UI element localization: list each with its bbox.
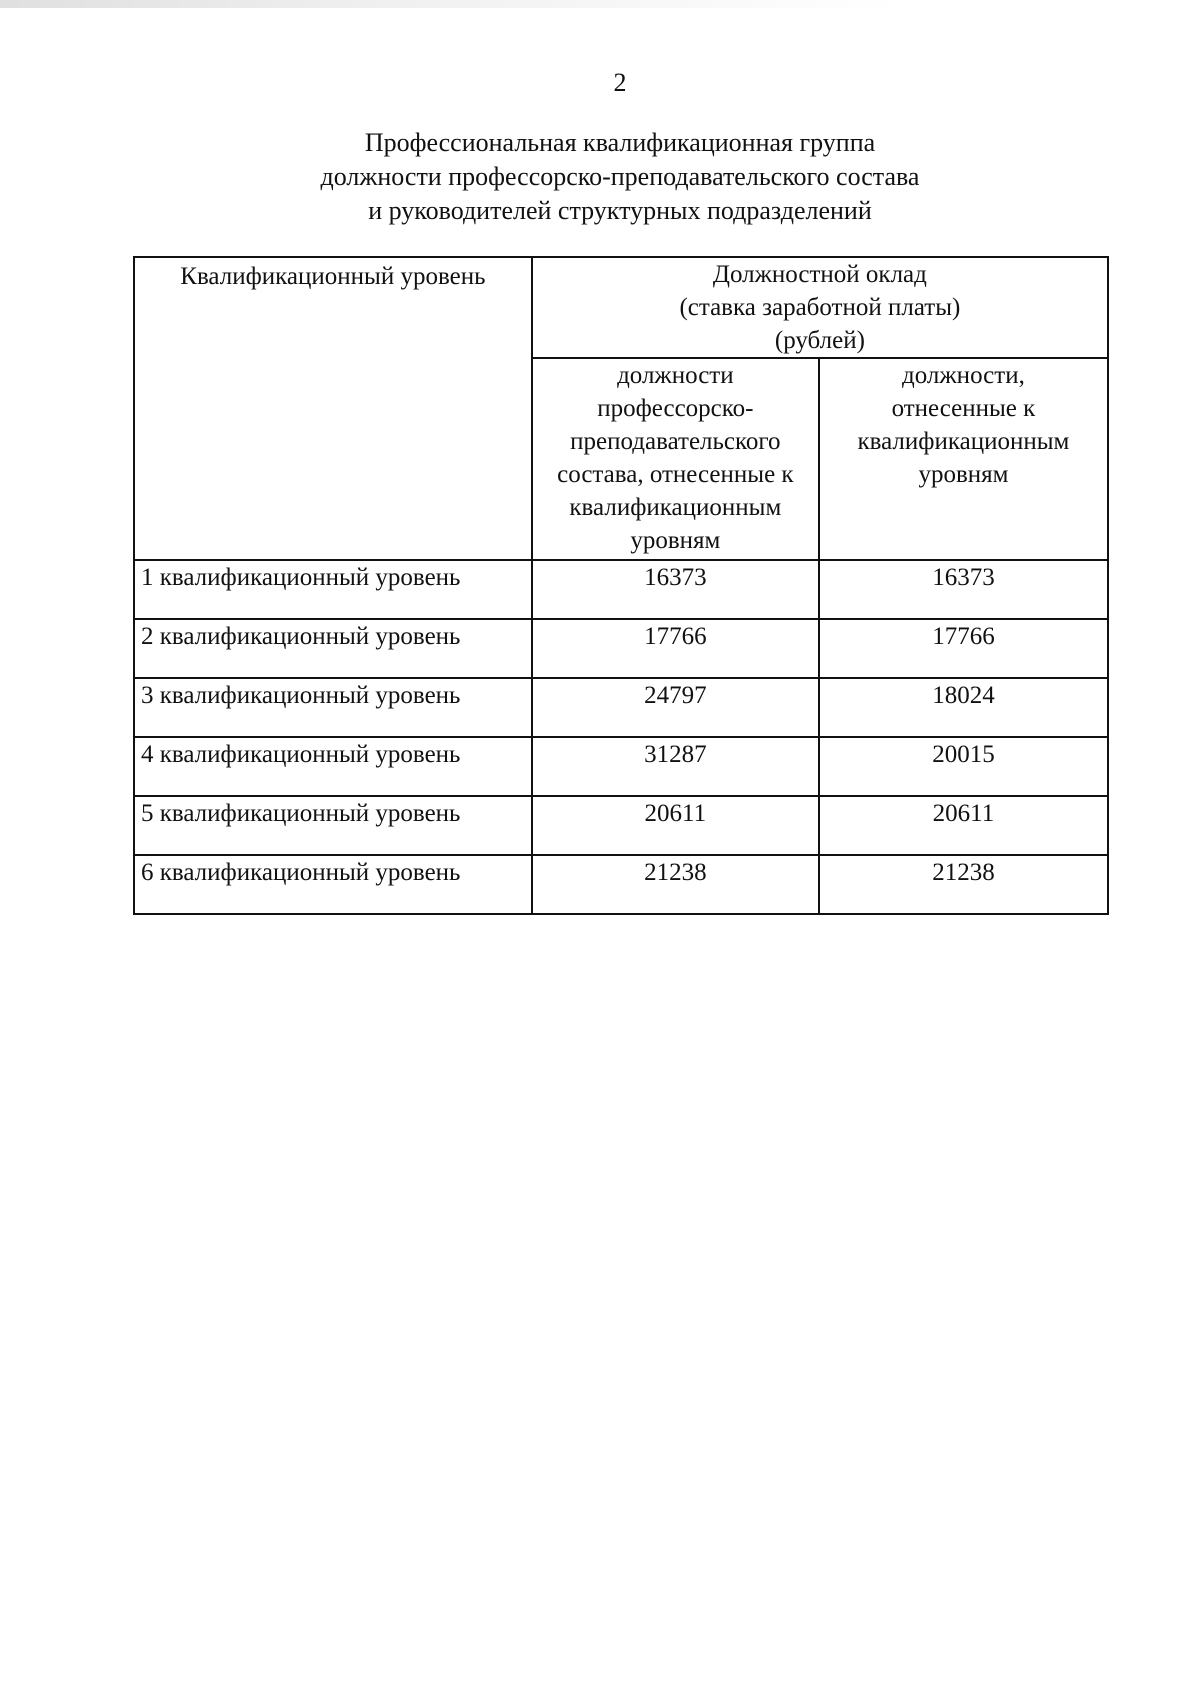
row-teaching-salary-cell: 31287 xyxy=(532,737,819,796)
title-line-2: должности профессорско-преподавательского состава xyxy=(320,162,920,191)
header-teaching-line-5: квалификационным xyxy=(569,494,782,521)
row-teaching-salary-cell: 17766 xyxy=(532,619,819,678)
table-row xyxy=(134,796,1108,855)
row-heads-salary-cell: 21238 xyxy=(819,855,1108,914)
row-heads-salary-cell: 16373 xyxy=(819,560,1108,619)
row-level-cell: 1 квалификационный уровень xyxy=(134,560,532,619)
row-level-cell: 5 квалификационный уровень xyxy=(134,796,532,855)
table-header-row xyxy=(134,257,1108,358)
document-title xyxy=(0,126,1200,228)
row-heads-salary-cell: 17766 xyxy=(819,619,1108,678)
header-salary-line-1: Должностной оклад xyxy=(712,261,927,288)
header-qualification-level-label: Квалификационный уровень xyxy=(180,263,486,290)
header-qualification-level xyxy=(134,257,532,560)
row-heads-salary-cell: 18024 xyxy=(819,678,1108,737)
table-row xyxy=(134,855,1108,914)
salary-table xyxy=(133,256,1109,915)
header-heads-line-3: квалификационным xyxy=(857,428,1070,455)
title-line-3: и руководителей структурных подразделений xyxy=(368,196,872,225)
header-heads-line-4: уровням xyxy=(918,461,1009,488)
page-number: 2 xyxy=(613,68,627,97)
row-teaching-salary-cell: 16373 xyxy=(532,560,819,619)
table-row xyxy=(134,678,1108,737)
row-level-cell: 6 квалификационный уровень xyxy=(134,855,532,914)
row-heads-salary-cell: 20015 xyxy=(819,737,1108,796)
row-level-cell: 4 квалификационный уровень xyxy=(134,737,532,796)
row-teaching-salary-cell: 24797 xyxy=(532,678,819,737)
header-teaching-line-2: профессорско- xyxy=(597,395,754,422)
row-level-cell: 3 квалификационный уровень xyxy=(134,678,532,737)
header-salary xyxy=(532,257,1108,358)
header-teaching-staff xyxy=(532,358,819,560)
table-row xyxy=(134,737,1108,796)
row-level-cell: 2 квалификационный уровень xyxy=(134,619,532,678)
table-row xyxy=(134,560,1108,619)
title-line-1: Профессиональная квалификационная группа xyxy=(364,128,876,157)
header-teaching-line-1: должности xyxy=(617,362,734,389)
header-heads-line-1: должности, xyxy=(902,362,1025,389)
header-teaching-line-3: преподавательского xyxy=(570,428,781,455)
header-department-heads xyxy=(819,358,1108,560)
header-heads-line-2: отнесенные к xyxy=(891,395,1036,422)
row-heads-salary-cell: 20611 xyxy=(819,796,1108,855)
header-teaching-line-6: уровням xyxy=(630,527,721,554)
header-salary-line-3: (рублей) xyxy=(774,327,865,354)
row-teaching-salary-cell: 21238 xyxy=(532,855,819,914)
scan-edge-artifact xyxy=(0,0,900,8)
row-teaching-salary-cell: 20611 xyxy=(532,796,819,855)
header-salary-line-2: (ставка заработной платы) xyxy=(679,294,961,321)
table-row xyxy=(134,619,1108,678)
header-teaching-line-4: состава, отнесенные к xyxy=(557,461,794,488)
